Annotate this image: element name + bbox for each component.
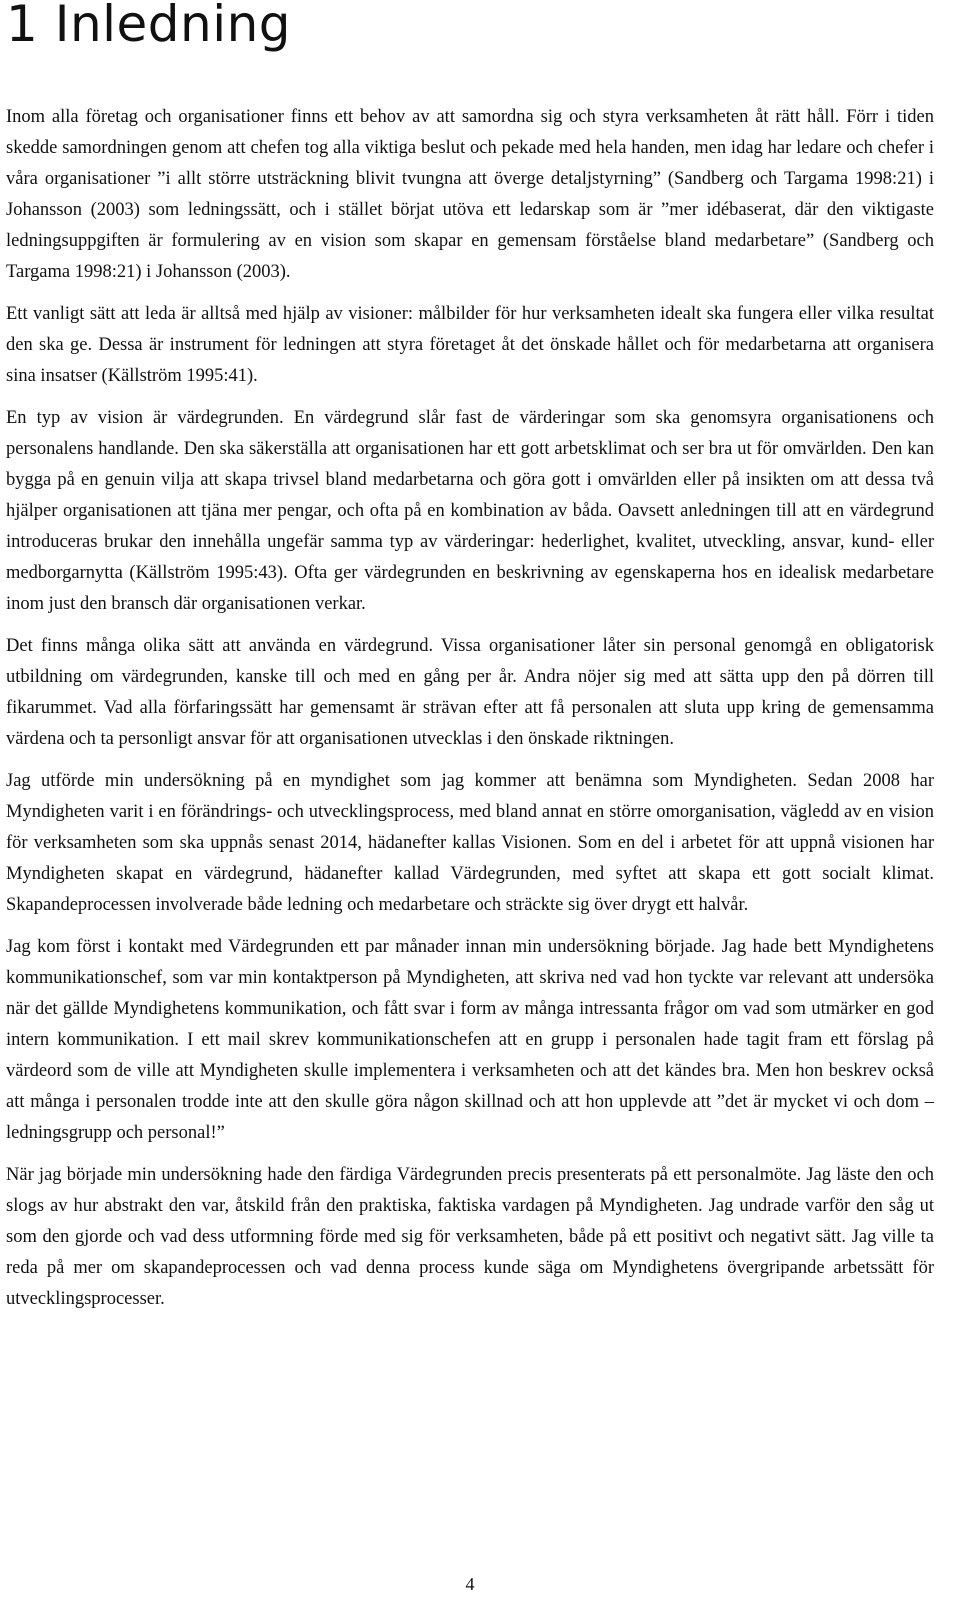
paragraph: Inom alla företag och organisationer finns ett behov av att samordna sig och styra verksamheten åt rätt håll. Förr i tiden skedde samordningen genom att chefen tog alla viktiga beslut och pekade med hela handen, men idag har ledare och chefer i våra organisationer ”i allt större utsträckning blivit tvungna att överge detaljstyrning” (Sandberg och Targama 1998:21) i Johansson (2003) som ledningssätt, och i stället börjat utöva ett ledarskap som är ”mer idébaserat, där den viktigaste ledningsuppgiften är formulering av en vision som skapar en gemensam förståelse bland medarbetare” (Sandberg och Targama 1998:21) i Johansson (2003). [6,107,934,282]
paragraph: Jag utförde min undersökning på en myndighet som jag kommer att benämna som Myndigheten. Sedan 2008 har Myndigheten varit i en förändrings- och utvecklingsprocess, med bland annat en större omorganisation, vägledd av en vision för verksamheten som ska uppnås senast 2014, hädanefter kallas Visionen. Som en del i arbetet för att uppnå visionen har Myndigheten skapat en värdegrund, hädanefter kallad Värdegrunden, med syftet att skapa ett gott socialt klimat. Skapandeprocessen involverade både ledning och medarbetare och sträckte sig över drygt ett halvår. [6,771,934,915]
paragraph: När jag började min undersökning hade den färdiga Värdegrunden precis presenterats på ett personalmöte. Jag läste den och slogs av hur abstrakt den var, åtskild från den praktiska, faktiska vardagen på Myndigheten. Jag undrade varför den såg ut som den gjorde och vad dess utformning förde med sig för verksamheten, både på ett positivt och negativt sätt. Jag ville ta reda på mer om skapandeprocessen och vad denna process kunde säga om Myndighetens övergripande arbetssätt för utvecklingsprocesser. [6,1165,934,1309]
paragraph: Det finns många olika sätt att använda en värdegrund. Vissa organisationer låter sin personal genomgå en obligatorisk utbildning om värdegrunden, kanske till och med en gång per år. Andra nöjer sig med att sätta upp den på dörren till fikarummet. Vad alla förfaringssätt har gemensamt är strävan efter att få personalen att sluta upp kring de gemensamma värdena och ta personligt ansvar för att organisationen utvecklas i den önskade riktningen. [6,636,934,749]
paragraph: Jag kom först i kontakt med Värdegrunden ett par månader innan min undersökning började. Jag hade bett Myndighetens kommunikationschef, som var min kontaktperson på Myndigheten, att skriva ned vad hon tyckte var relevant att undersöka när det gällde Myndighetens kommunikation, och fått svar i form av många intressanta frågor om vad som utmärker en god intern kommunikation. I ett mail skrev kommunikationschefen att en grupp i personalen hade tagit fram ett förslag på värdeord som de ville att Myndigheten skulle implementera i verksamheten och att det kändes bra. Men hon beskrev också att många i personalen trodde inte att den skulle göra någon skillnad och att hon upplevde att ”det är mycket vi och dom – ledningsgrupp och personal!” [6,937,934,1143]
page-number: 4 [465,1574,475,1594]
paragraph: En typ av vision är värdegrunden. En värdegrund slår fast de värderingar som ska genomsyra organisationens och personalens handlande. Den ska säkerställa att organisationen har ett gott arbetsklimat och ser bra ut för omvärlden. Den kan bygga på en genuin vilja att skapa trivsel bland medarbetarna och göra gott i omvärlden eller på insikten om att dessa två hjälper organisationen att tjäna mer pengar, och ofta på en kombination av båda. Oavsett anledningen till att en värdegrund introduceras brukar den innehålla ungefär samma typ av värderingar: hederlighet, kvalitet, utveckling, ansvar, kund- eller medborgarnytta (Källström 1995:43). Ofta ger värdegrunden en beskrivning av egenskaperna hos en idealisk medarbetare inom just den bransch där organisationen verkar. [6,408,934,614]
paragraph: Ett vanligt sätt att leda är alltså med hjälp av visioner: målbilder för hur verksamheten idealt ska fungera eller vilka resultat den ska ge. Dessa är instrument för ledningen att styra företaget åt det önskade hållet och för medarbetarna att organisera sina insatser (Källström 1995:41). [6,304,934,386]
body-text [6,102,934,1326]
chapter-heading: 1 Inledning [6,0,292,53]
